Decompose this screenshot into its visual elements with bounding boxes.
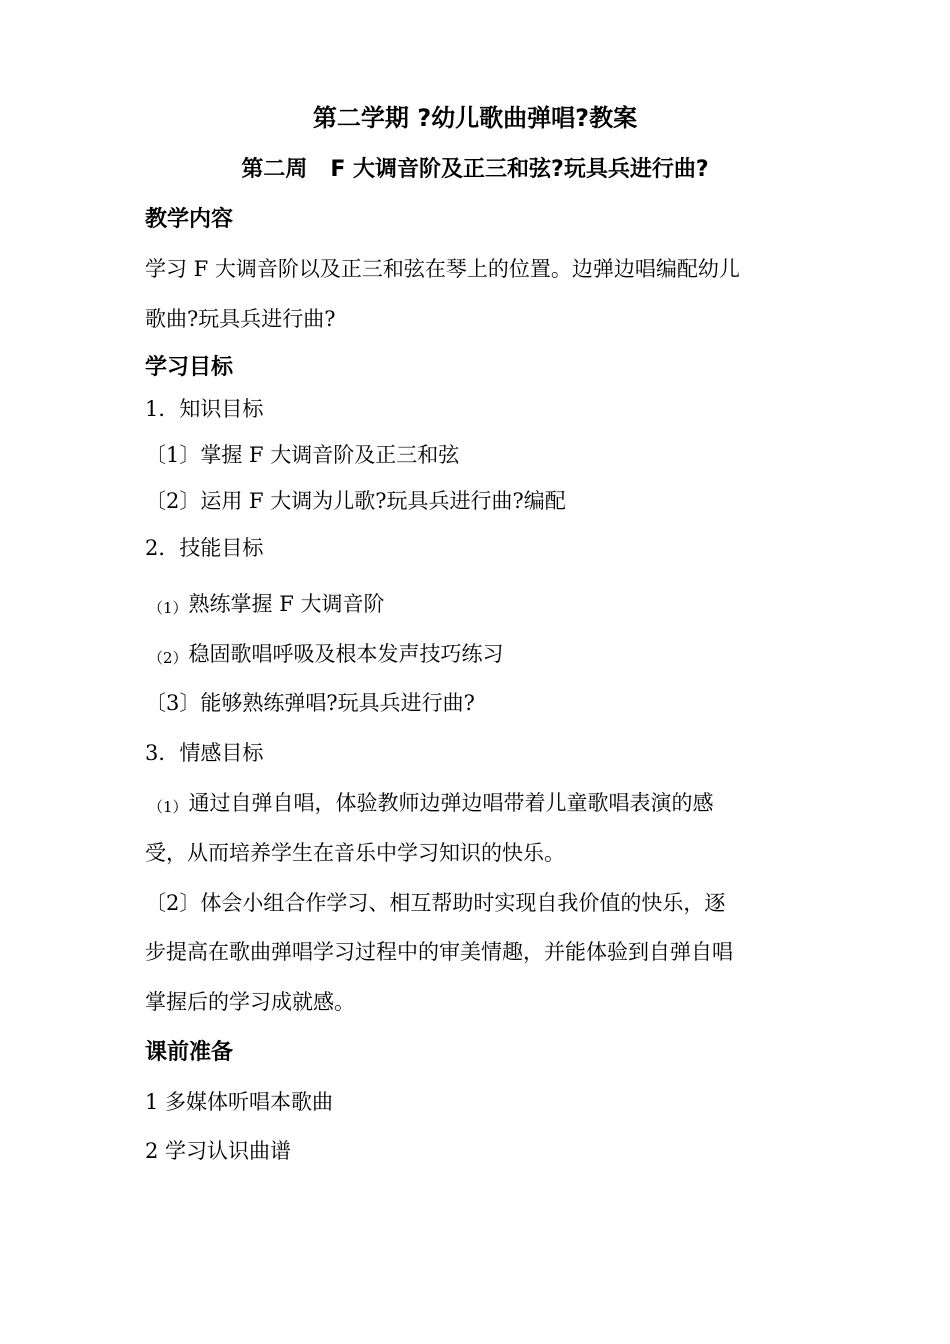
preparation-item-2: 2 学习认识曲谱 [145,1139,292,1163]
content-text-line-1: 学习 F 大调音阶以及正三和弦在琴上的位置。边弹边唱编配幼儿 [145,257,740,281]
document-subtitle: 第二周 F 大调音阶及正三和弦?玩具兵进行曲? [241,157,709,182]
skill-goal-item-3: 〔3〕能够熟练弹唱?玩具兵进行曲? [145,691,475,715]
emotion-goal-item-1-line-2: 受，从而培养学生在音乐中学习知识的快乐。 [145,841,565,865]
emotion-goal-label: 3．情感目标 [145,741,264,765]
section-heading-goals: 学习目标 [145,355,234,380]
preparation-item-1: 1 多媒体听唱本歌曲 [145,1090,334,1114]
emotion-goal-item-1-number: （1） [148,798,188,816]
section-heading-content: 教学内容 [145,207,234,232]
emotion-goal-item-2-line-3: 掌握后的学习成就感。 [145,990,355,1014]
skill-goal-item-1 [148,594,384,615]
skill-goal-item-2 [148,644,504,665]
skill-goal-item-1-number: （1） [148,599,188,617]
document-title: 第二学期 ?幼儿歌曲弹唱?教案 [312,104,638,132]
emotion-goal-item-2-line-1: 〔2〕体会小组合作学习、相互帮助时实现自我价值的快乐，逐 [145,891,726,915]
section-heading-preparation: 课前准备 [145,1040,234,1065]
emotion-goal-item-1-text: 通过自弹自唱，体验教师边弹边唱带着儿童歌唱表演的感 [188,791,714,815]
knowledge-goal-item-2: 〔2〕运用 F 大调为儿歌?玩具兵进行曲?编配 [145,489,566,513]
skill-goal-item-2-text: 稳固歌唱呼吸及根本发声技巧练习 [188,642,504,666]
skill-goal-label: 2．技能目标 [145,536,264,560]
knowledge-goal-label: 1．知识目标 [145,397,264,421]
skill-goal-item-2-number: （2） [148,649,188,667]
skill-goal-item-1-text: 熟练掌握 F 大调音阶 [188,592,385,616]
emotion-goal-item-1-line-1 [148,793,714,814]
knowledge-goal-item-1: 〔1〕掌握 F 大调音阶及正三和弦 [145,443,460,467]
emotion-goal-item-2-line-2: 步提高在歌曲弹唱学习过程中的审美情趣，并能体验到自弹自唱 [145,940,733,964]
content-text-line-2: 歌曲?玩具兵进行曲? [145,307,336,331]
